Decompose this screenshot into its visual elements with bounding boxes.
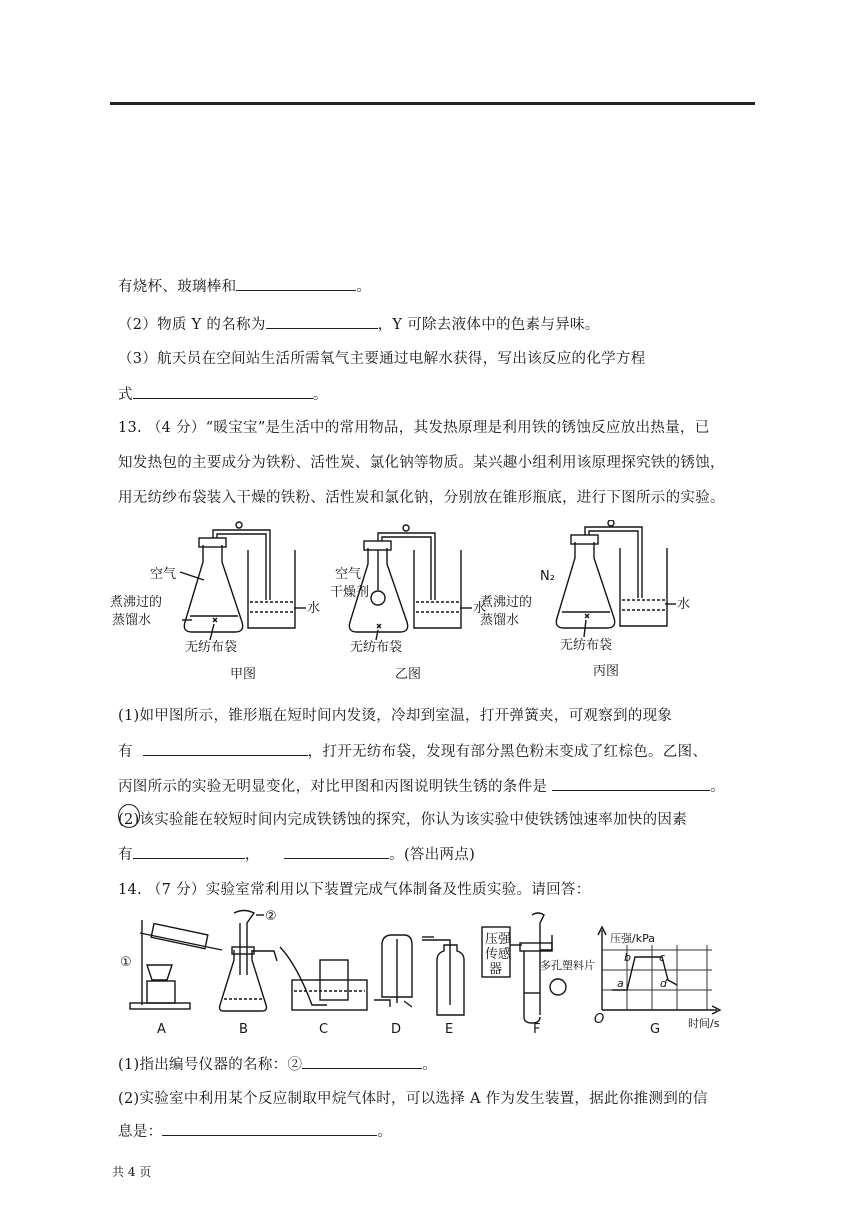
apparatus-e — [422, 937, 464, 1015]
line-1: 有烧杯、玻璃棒和 。 — [118, 275, 371, 296]
q14-figure — [112, 905, 732, 1040]
yi-air-label: 空气 — [335, 567, 362, 582]
q13-figure — [110, 520, 710, 690]
porous-plate-label: 多孔塑料片 — [540, 959, 595, 972]
graph-origin: O — [594, 1012, 605, 1027]
answer-blank[interactable] — [133, 384, 313, 399]
apparatus-d-letter: D — [391, 1022, 402, 1037]
sensor-label-2: 传感 — [485, 947, 512, 962]
jia-caption: 甲图 — [230, 667, 257, 682]
graph-point-c: c — [659, 951, 666, 964]
graph-point-a: a — [617, 977, 624, 990]
jia-air-label: 空气 — [150, 567, 177, 582]
apparatus-a-letter: A — [157, 1022, 166, 1037]
bing-apparatus — [556, 520, 676, 637]
bing-caption: 丙图 — [593, 664, 620, 679]
answer-blank[interactable] — [266, 314, 378, 329]
graph-point-b: b — [624, 951, 631, 964]
q13-part2-line-2: 有 ， 。(答出两点) — [118, 843, 475, 864]
graph-x-label: 时间/s — [688, 1017, 720, 1030]
instrument-1-label: ① — [120, 955, 132, 970]
apparatus-c — [280, 947, 367, 1010]
jia-boiled-label-1: 煮沸过的 — [110, 595, 163, 610]
bing-bag-label: 无纺布袋 — [560, 638, 613, 653]
apparatus-c-letter: C — [319, 1022, 329, 1037]
line-2: （2）物质 Y 的名称为 ，Y 可除去液体中的色素与异味。 — [118, 313, 600, 334]
yi-bag-label: 无纺布袋 — [350, 640, 403, 655]
jia-bag-label: 无纺布袋 — [185, 640, 238, 655]
q14-part1-line: (1)指出编号仪器的名称：② 。 — [118, 1053, 437, 1074]
answer-blank[interactable] — [143, 741, 308, 756]
answer-blank[interactable] — [236, 276, 356, 291]
graph-y-label: 压强/kPa — [610, 932, 655, 945]
apparatus-d — [374, 935, 412, 1007]
jia-boiled-label-2: 蒸馏水 — [112, 613, 152, 628]
bing-gas-label: N₂ — [540, 569, 555, 584]
yi-caption: 乙图 — [395, 667, 422, 682]
page-footer: 共 4 页 — [112, 1165, 152, 1179]
answer-blank[interactable] — [133, 844, 245, 859]
answer-blank[interactable] — [284, 844, 389, 859]
q13-part2-line-1: (2)该实验能在较短时间内完成铁锈蚀的探究，你认为该实验中使铁锈蚀速率加快的因素 — [118, 812, 688, 828]
answer-blank[interactable] — [552, 776, 710, 791]
sensor-label-1: 压强 — [485, 932, 512, 947]
sensor-label-3: 器 — [489, 962, 503, 977]
instrument-2-label: ② — [265, 909, 277, 924]
yi-desiccant-label: 干燥剂 — [330, 585, 370, 600]
apparatus-b — [220, 911, 278, 1012]
answer-blank[interactable] — [162, 1121, 377, 1136]
q13-line-2: 知发热包的主要成分为铁粉、活性炭、氯化钠等物质。某兴趣小组利用该原理探究铁的锈蚀， — [118, 455, 725, 471]
q13-line-3: 用无纺纱布袋装入干燥的铁粉、活性炭和氯化钠，分别放在锥形瓶底，进行下图所示的实验。 — [118, 490, 725, 506]
apparatus-a — [130, 920, 222, 1009]
apparatus-b-letter: B — [239, 1022, 248, 1037]
line-4: 式 。 — [118, 383, 328, 404]
bing-water-label: 水 — [677, 597, 691, 612]
bing-boiled-label-2: 蒸馏水 — [480, 613, 520, 628]
jia-water-label: 水 — [307, 601, 321, 616]
answer-blank[interactable] — [302, 1054, 422, 1069]
apparatus-f-letter: F — [533, 1022, 541, 1037]
q14-line: 14. （7 分）实验室常利用以下装置完成气体制备及性质实验。请回答： — [118, 882, 591, 898]
q13-part1-line-3: 丙图所示的实验无明显变化，对比甲图和丙图说明铁生锈的条件是 。 — [118, 775, 725, 796]
q13-line-1: 13. （4 分）“暖宝宝”是生活中的常用物品，其发热原理是利用铁的锈蚀反应放出热量，已 — [118, 420, 710, 436]
bing-boiled-label-1: 煮沸过的 — [480, 595, 533, 610]
header-rule — [110, 102, 755, 105]
line-3: （3）航天员在空间站生活所需氧气主要通过电解水获得，写出该反应的化学方程 — [118, 351, 646, 367]
apparatus-g-letter: G — [650, 1022, 661, 1037]
q14-part2-line-1: (2)实验室中利用某个反应制取甲烷气体时，可以选择 A 作为发生装置，据此你推测到的信 — [118, 1091, 708, 1107]
graph-point-d: d — [660, 977, 667, 990]
apparatus-e-letter: E — [445, 1022, 454, 1037]
q13-part1-line-2: 有 ，打开无纺布袋，发现有部分黑色粉末变成了红棕色。乙图、 — [118, 740, 707, 761]
q14-part2-line-2: 息是： 。 — [118, 1120, 392, 1141]
jia-apparatus — [180, 522, 306, 640]
yi-water-label: 水 — [473, 601, 487, 616]
q13-part1-line-1: (1)如甲图所示，锥形瓶在短时间内发烫，冷却到室温，打开弹簧夹，可观察到的现象 — [118, 708, 673, 724]
yi-apparatus — [349, 525, 472, 640]
